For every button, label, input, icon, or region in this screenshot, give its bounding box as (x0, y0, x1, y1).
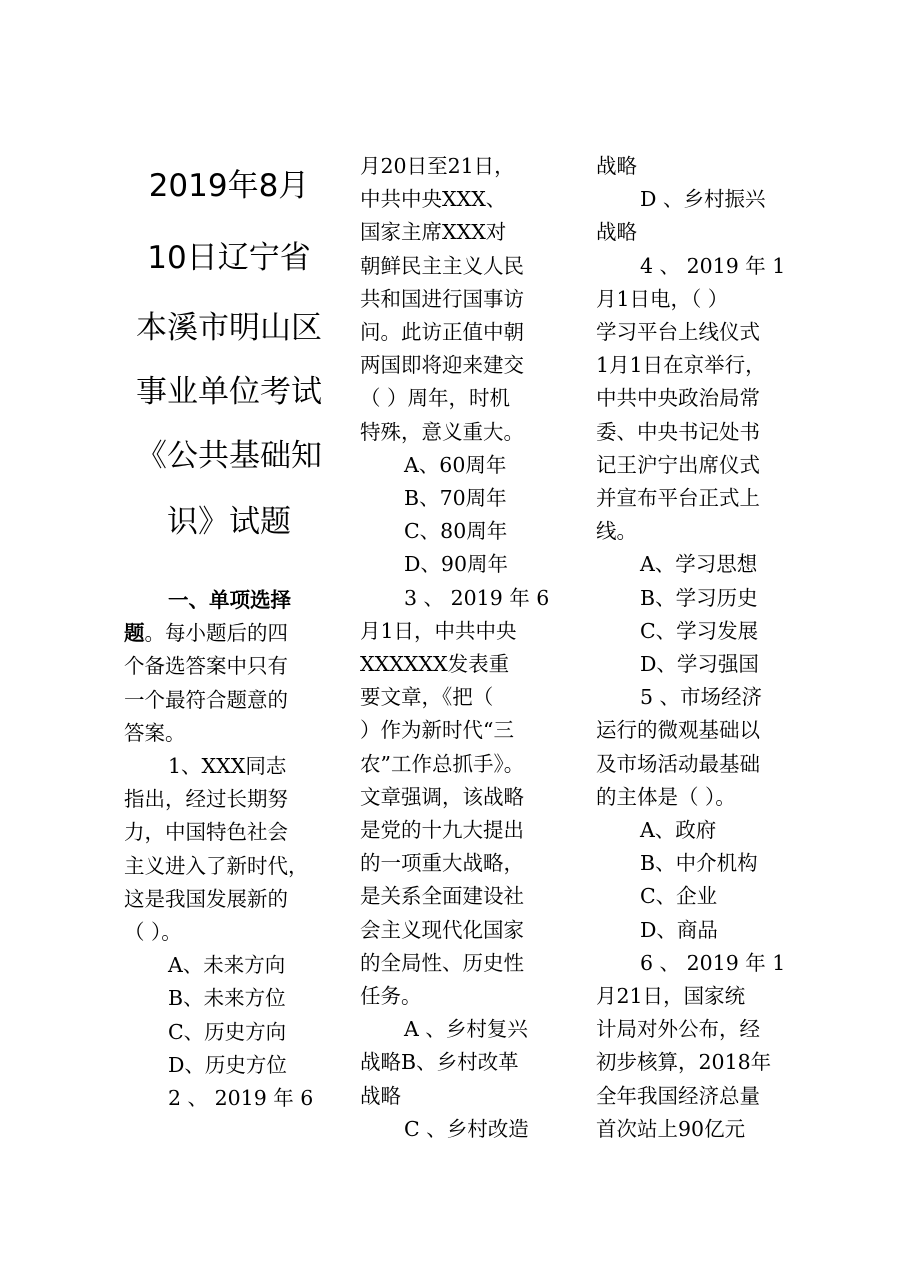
text-line: D、历史方位 (168, 1052, 287, 1077)
text-line: 文章强调，该战略 (360, 784, 524, 809)
text-line: 3 、 2019 年 6 (404, 585, 550, 610)
title-line: 事业单位考试 (136, 374, 322, 410)
title-line: 本溪市明山区 (136, 310, 322, 346)
text-line: 是关系全面建设社 (360, 884, 524, 909)
text-line: （ ）周年，时机 (360, 386, 511, 411)
text-line: D 、乡村振兴 (640, 187, 766, 212)
text-line: 朝鲜民主主义人民 (360, 253, 524, 278)
text-line: 战略B、乡村改革 (360, 1050, 519, 1075)
text-line: ）作为新时代“三 (360, 718, 514, 743)
text-line: 主义进入了新时代， (124, 853, 309, 878)
text-line: 4 、 2019 年 1 (640, 253, 786, 278)
text-line: 国家主席XXX对 (360, 220, 507, 245)
text-line: C、80周年 (404, 519, 508, 544)
text-line: 6 、 2019 年 1 (640, 950, 786, 975)
text-line: D、90周年 (404, 552, 509, 577)
text-line: 计局对外公布，经 (596, 1017, 760, 1042)
text-line: 2 、 2019 年 6 (168, 1086, 314, 1110)
text-line: （ ）。 (124, 920, 182, 944)
text-line: 月1日电，（ ） (596, 286, 729, 311)
text-line (124, 617, 334, 650)
text-line: 战略 (360, 1083, 401, 1108)
text-line: B、中介机构 (640, 851, 758, 876)
text-line: 是党的十九大提出 (360, 818, 524, 842)
text-line: 的一项重大战略， (360, 851, 524, 876)
text-line: C、企业 (640, 884, 718, 909)
heading-rest: 。每小题后的四 (144, 621, 288, 646)
text-line: 特殊，意义重大。 (360, 419, 524, 444)
text-line: A 、乡村复兴 (404, 1017, 528, 1042)
text-line: 共和国进行国事访 (360, 286, 524, 311)
text-line: 月1日，中共中央 (360, 618, 517, 643)
text-line: C、历史方向 (168, 1019, 287, 1044)
title-line: 《公共基础知 (136, 438, 322, 474)
text-line: 学习平台上线仪式 (596, 320, 760, 344)
section-heading: 一、单项选择 (168, 588, 291, 612)
text-line: A、未来方向 (168, 953, 286, 978)
text-line: D、商品 (640, 917, 718, 942)
text-line: 月21日，国家统 (596, 984, 746, 1008)
text-line: 运行的微观基础以 (596, 718, 760, 743)
text-line: 委、中央书记处书 (596, 419, 760, 444)
text-line: 线。 (596, 519, 637, 544)
text-line: 及市场活动最基础 (596, 751, 760, 776)
text-line: 中共中央政治局常 (596, 386, 760, 411)
text-line: C、学习发展 (640, 618, 759, 643)
text-line: A、学习思想 (640, 552, 758, 577)
text-line: A、政府 (640, 818, 717, 842)
text-line: 问。此访正值中朝 (360, 320, 524, 344)
text-line: 会主义现代化国家 (360, 917, 524, 942)
text-line: A、60周年 (404, 452, 507, 477)
text-line: B、学习历史 (640, 585, 758, 610)
text-line: C 、乡村改造 (404, 1116, 529, 1141)
text-line: D、学习强国 (640, 652, 759, 676)
text-line: 5 、市场经济 (640, 685, 763, 710)
text-line: 战略 (596, 220, 637, 245)
section-heading: 题 (124, 621, 145, 646)
text-line: 任务。 (360, 984, 422, 1008)
text-line: 记王沪宁出席仪式 (596, 452, 760, 477)
text-line: B、70周年 (404, 486, 507, 510)
text-line: 中共中央XXX、 (360, 187, 507, 212)
text-line: 农”工作总抓手》。 (360, 751, 525, 776)
text-line: 这是我国发展新的 (124, 886, 288, 911)
text-line: 全年我国经济总量 (596, 1083, 760, 1108)
text-line: 首次站上90亿元 (596, 1116, 746, 1141)
text-line: 并宣布平台正式上 (596, 486, 760, 510)
text-line: 要文章，《把（ (360, 685, 494, 710)
title-line: 2019年8月 (148, 168, 310, 204)
title-line: 10日辽宁省 (147, 240, 311, 276)
text-line: 个备选答案中只有 (124, 654, 288, 679)
text-line: 的全局性、历史性 (360, 950, 524, 975)
text-line: 战略 (596, 154, 637, 178)
text-line: 指出，经过长期努 (124, 787, 288, 812)
text-line: B、未来方位 (168, 986, 286, 1011)
text-line: 两国即将迎来建交 (360, 353, 524, 378)
text-line: 力，中国特色社会 (124, 820, 288, 845)
text-line: 1、XXX同志 (168, 754, 287, 778)
text-line: 月20日至21日， (360, 154, 515, 178)
text-line: 1月1日在京举行， (596, 353, 766, 378)
text-line: 初步核算，2018年 (596, 1050, 772, 1075)
text-line (124, 584, 334, 617)
text-line: 的主体是（ ）。 (596, 784, 736, 809)
title-line: 识》试题 (167, 504, 291, 540)
text-line: 答案。 (124, 720, 186, 745)
text-line: 一个最符合题意的 (124, 687, 288, 712)
text-line: XXXXXX发表重 (360, 652, 510, 676)
